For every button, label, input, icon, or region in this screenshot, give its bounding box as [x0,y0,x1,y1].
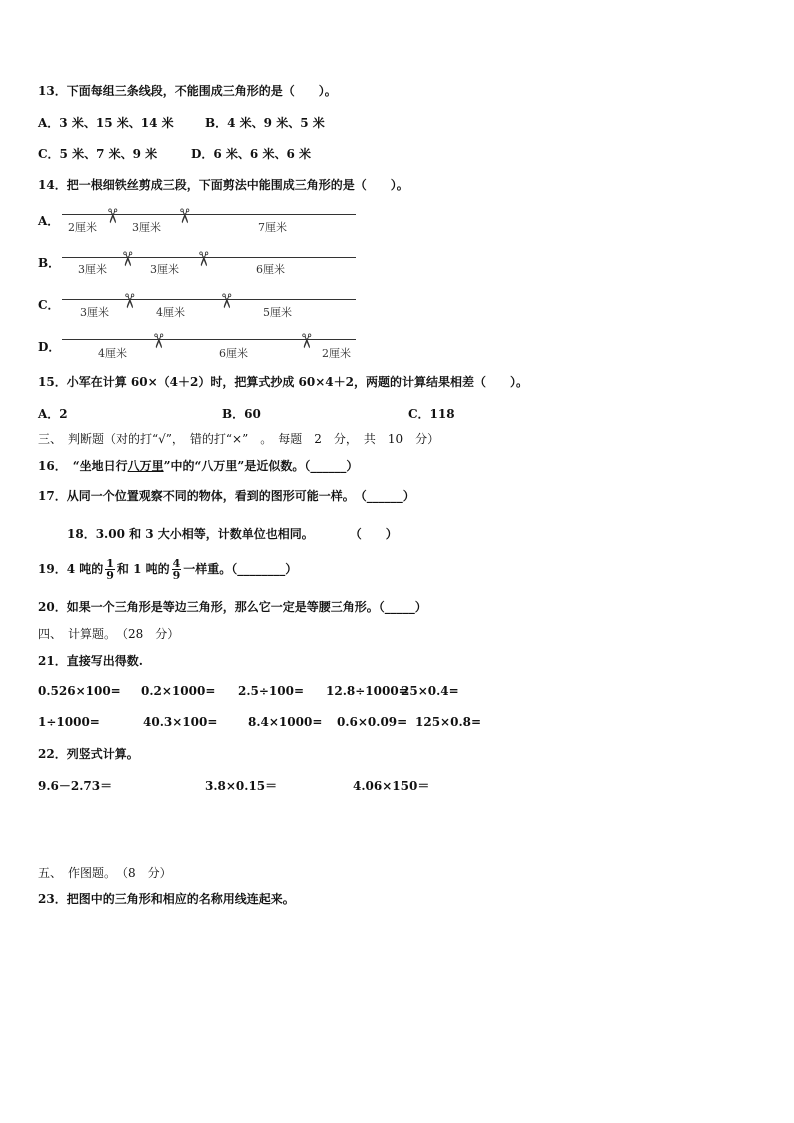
q13-option-a[interactable]: A．3 米、15 米、14 米 [38,116,174,130]
q14-option-d-label[interactable]: D． [38,340,61,354]
q14-stem: 14．把一根细铁丝剪成三段，下面剪法中能围成三角形的是（ ）。 [38,178,409,192]
q21-item: 12.8÷1000= [326,684,409,698]
q14-option-a-seg-2: 3厘米 [132,221,161,234]
q21-item: 125×0.8= [415,715,482,729]
q14-option-a-seg-3: 7厘米 [258,221,287,234]
q13-option-c[interactable]: C．5 米、7 米、9 米 [38,147,158,161]
scissors-icon: ✂ [294,332,319,350]
section-3-heading: 三、 判断题（对的打“√”， 错的打“×” 。 每题 2 分， 共 10 分） [38,432,440,446]
q19-mid: 和 1 吨的 [116,562,170,576]
q13-option-d[interactable]: D．6 米、6 米、6 米 [191,147,311,161]
q14-option-a-label[interactable]: A． [38,214,60,228]
q21-item: 0.2×1000= [141,684,216,698]
q14-option-c-label[interactable]: C． [38,298,60,312]
q14-option-a-seg-1: 2厘米 [68,221,97,234]
q14-option-c-seg-2: 4厘米 [156,306,185,319]
scissors-icon: ✂ [172,207,197,225]
q14-option-d-seg-1: 4厘米 [98,347,127,360]
q21-stem: 21．直接写出得数. [38,654,143,668]
q15-option-b[interactable]: B．60 [222,407,261,421]
q16-underlined: 八万里 [127,459,164,473]
q20[interactable]: 20．如果一个三角形是等边三角形，那么它一定是等腰三角形。（_____） [38,600,427,614]
q14-option-c-wire [62,299,356,300]
scissors-icon: ✂ [146,332,171,350]
q19-fraction-2-numerator: 4 [172,557,181,570]
q19-fraction-2 [172,558,182,581]
q13-stem: 13．下面每组三条线段，不能围成三角形的是（ ）。 [38,84,337,98]
q22-stem: 22．列竖式计算。 [38,747,139,761]
q14-option-b-seg-3: 6厘米 [256,263,285,276]
scissors-icon: ✂ [191,250,216,268]
q21-item: 25×0.4= [401,684,459,698]
q21-item: 8.4×1000= [248,715,323,729]
q19-fraction-1-denominator: 9 [106,569,114,582]
section-5-heading: 五、 作图题。 （8 分） [38,866,172,880]
q15-option-a[interactable]: A．2 [38,407,68,421]
q14-option-d-seg-3: 2厘米 [322,347,351,360]
q22-item: 4.06×150＝ [353,779,430,793]
q13-option-b[interactable]: B．4 米、9 米、5 米 [205,116,325,130]
q19-fraction-1 [105,558,115,581]
q14-option-d-seg-2: 6厘米 [219,347,248,360]
q19-pre: 19．4 吨的 [38,562,104,576]
q14-option-c-seg-3: 5厘米 [263,306,292,319]
q14-option-b-seg-1: 3厘米 [78,263,107,276]
q19 [38,554,297,584]
q16-pre: 16． “坐地日行 [38,459,128,473]
q22-item: 3.8×0.15＝ [205,779,278,793]
scissors-icon: ✂ [214,292,239,310]
q21-item: 2.5÷100= [238,684,305,698]
scissors-icon: ✂ [117,292,142,310]
q14-option-b-label[interactable]: B． [38,256,61,270]
q14-option-b-seg-2: 3厘米 [150,263,179,276]
q19-fraction-2-denominator: 9 [172,569,181,582]
scissors-icon: ✂ [115,250,140,268]
q16-post[interactable]: ”中的“八万里”是近似数。（______） [163,459,359,473]
q19-post[interactable]: 一样重。（________） [183,562,298,576]
q14-option-c-seg-1: 3厘米 [80,306,109,319]
q15-stem: 15．小军在计算 60×（4＋2）时，把算式抄成 60×4＋2，两题的计算结果相差（ ）。 [38,375,528,389]
q18[interactable]: 18．3.00 和 3 大小相等，计数单位也相同。 （ ） [67,527,398,541]
q23: 23．把图中的三角形和相应的名称用线连起来。 [38,892,295,906]
q21-item: 1÷1000= [38,715,100,729]
section-4-heading: 四、 计算题。 （28 分） [38,627,180,641]
q17[interactable]: 17．从同一个位置观察不同的物体，看到的图形可能一样。 （______） [38,489,415,503]
q21-item: 0.526×100= [38,684,121,698]
q21-item: 0.6×0.09= [337,715,408,729]
q22-item: 9.6－2.73＝ [38,779,113,793]
q15-option-c[interactable]: C．118 [408,407,455,421]
q21-item: 40.3×100= [143,715,218,729]
scissors-icon: ✂ [100,207,125,225]
q16 [38,459,358,473]
q19-fraction-1-numerator: 1 [106,557,114,570]
